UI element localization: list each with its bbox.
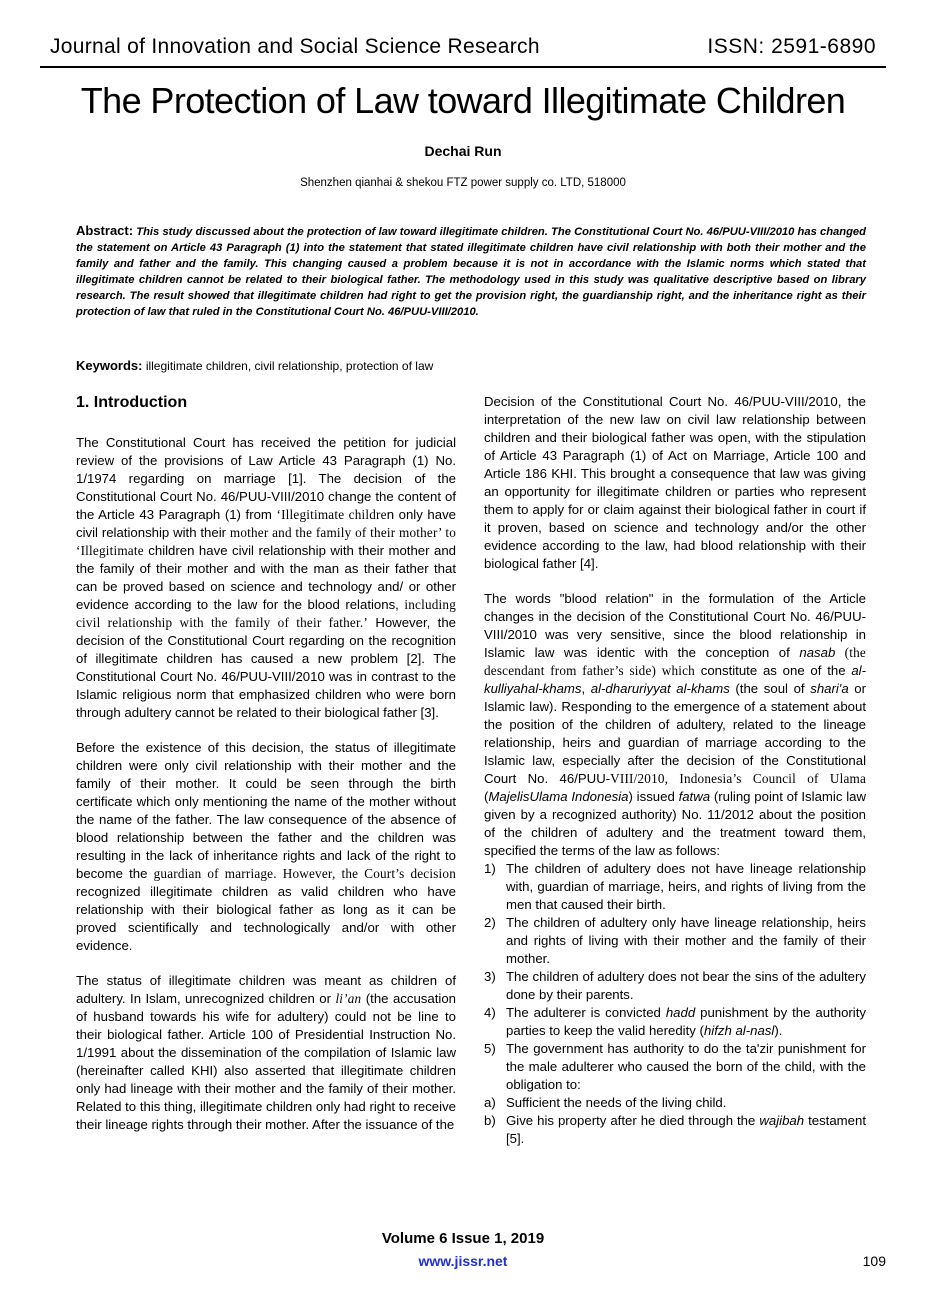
page-header: [40, 30, 886, 68]
footer-volume: Volume 6 Issue 1, 2019: [381, 1230, 545, 1247]
keywords: [76, 358, 433, 373]
list-item: a) Sufficient the needs of the living child.: [484, 1095, 727, 1110]
paragraph: Decision of the Constitutional Court No. 46/PUU-VIII/2010, the interpretation of the new law on civil law relationship between children and their biological father was open, with the stipulation of Article 43 Paragraph (1) of Act on Marriage, Article 100 and Article 186 KHI. This brought a consequence that law was giving an opportunity for illegitimate children or parties who represent them to apply for or claim against their biological father in court if it proven, based on science and technology and/or the other evidence according to the law, had blood relationship with their biological father [4].: [484, 394, 866, 571]
list-item: 4) The adulterer is convicted hadd punishment by the authority parties to keep the valid heredity (hifzh al-nasl).: [484, 1005, 866, 1038]
page-number: 109: [862, 1253, 886, 1269]
list-item: 1) The children of adultery does not have lineage relationship with, guardian of marriage, heirs, and rights of living from the men that caused their birth.: [484, 861, 866, 912]
paragraph: The words "blood relation" in the formulation of the Article changes in the decision of the Constitutional Court No. 46/PUU-VIII/2010 was very sensitive, since the blood relationship in Islamic law was identic with the conception of nasab (the descendant from father’s side) which constitute as one of the al-kulliyahal-khams, al-dharuriyyat al-khams (the soul of shari'a or Islamic law). Responding to the emergence of a statement about the position of the children of adultery, related to the lineage relationship, heirs and guardian of marriage according to the Islamic law, especially after the decision of the Constitutional Court No. 46/PUU-VIII/2010, Indonesia’s Council of Ulama (MajelisUlama Indonesia) issued fatwa (ruling point of Islamic law given by a recognized authority) No. 11/2012 about the position of the children of adultery and the treatment toward them, specified the terms of the law as follows:: [484, 591, 867, 858]
journal-name: Journal of Innovation and Social Science Research: [50, 35, 540, 58]
abstract-label: Abstract:: [76, 223, 134, 238]
list-item: b) Give his property after he died through the wajibah testament [5].: [484, 1113, 866, 1146]
footer-url[interactable]: www.jissr.net: [418, 1253, 508, 1269]
fatwa-list: [484, 860, 866, 1148]
list-item: 3) The children of adultery does not bear the sins of the adultery done by their parents.: [484, 969, 866, 1002]
section-heading: 1. Introduction: [76, 394, 188, 411]
paragraph: The Constitutional Court has received the petition for judicial review of the provisions of Law Article 43 Paragraph (1) No. 1/1974 regarding on marriage [1]. The decision of the Constitutional Court No. 46/PUU-VIII/2010 change the content of the Article 43 Paragraph (1) from ‘Illegitimate children only have civil relationship with their mother and the family of their mother’ to ‘Illegitimate children have civil relationship with their mother and the family of their mother and with the man as their father that can be proved based on science and technology and/ or other evidence according to the law for the blood relations, including civil relationship with the family of their father.’ However, the decision of the Constitutional Court regarding on the recognition of illegitimate children has caused a new problem [2]. The Constitutional Court No. 46/PUU-VIII/2010 was in contrast to the Islamic religious norm that emphasized children who were born through adultery cannot be related to their biological father [3].: [76, 435, 456, 720]
left-column: [76, 393, 456, 1151]
keywords-label: Keywords:: [76, 358, 143, 373]
paragraph: Before the existence of this decision, the status of illegitimate children were only civil relationship with their mother and the family of their mother. It could be seen through the birth certificate which only mentioning the name of the mother without the name of the father. The law consequence of the absence of blood relationship between the father and the children was resulting in the lack of inheritance rights and lack of the right to become the guardian of marriage. However, the Court’s decision recognized illegitimate children as valid children who have relationship with their biological father as long as it can be proved scientifically and technologically and/or with other evidence.: [76, 740, 456, 953]
paragraph: The status of illegitimate children was meant as children of adultery. In Islam, unrecognized children or li’an (the accusation of husband towards his wife for adultery) could not be line to their biological father. Article 100 of Presidential Instruction No. 1/1991 about the dissemination of the compilation of Islamic law (hereinafter called KHI) also asserted that illegitimate children only had lineage with their mother and the family of their mother. Related to this thing, illegitimate children only had right to receive their lineage rights through their mother. After the issuance of the: [76, 973, 456, 1132]
keywords-text: illegitimate children, civil relationship, protection of law: [145, 359, 434, 373]
paper-title: The Protection of Law toward Illegitimate Children: [80, 80, 846, 121]
list-item: 2) The children of adultery only have lineage relationship, heirs and rights of living with their mother and the family of their mother.: [484, 915, 866, 966]
author-affiliation: Shenzhen qianhai & shekou FTZ power supply co. LTD, 518000: [300, 177, 626, 189]
abstract: [76, 223, 866, 320]
abstract-text: This study discussed about the protection of law toward illegitimate children. The Constitutional Court No. 46/PUU-VIII/2010 has changed the statement on Article 43 Paragraph (1) into the statement that stated illegitimate children have civil relationship with both their mother and the family and father and the family. This changing caused a problem because it is not in accordance with the Islamic norms which stated that illegitimate children cannot be related to their biological father. The methodology used in this study was qualitative descriptive based on library research. The result showed that illegitimate children had right to get the provision right, the guardianship right, and the inheritance right as their protection of law that ruled in the Constitutional Court No. 46/PUU-VIII/2010.: [76, 226, 866, 318]
right-column: [484, 393, 866, 1148]
author-name: Dechai Run: [424, 143, 502, 159]
issn: ISSN: 2591-6890: [707, 35, 876, 58]
list-item: 5) The government has authority to do the ta'zir punishment for the male adulterer who caused the born of the child, with the obligation to:: [484, 1041, 866, 1092]
